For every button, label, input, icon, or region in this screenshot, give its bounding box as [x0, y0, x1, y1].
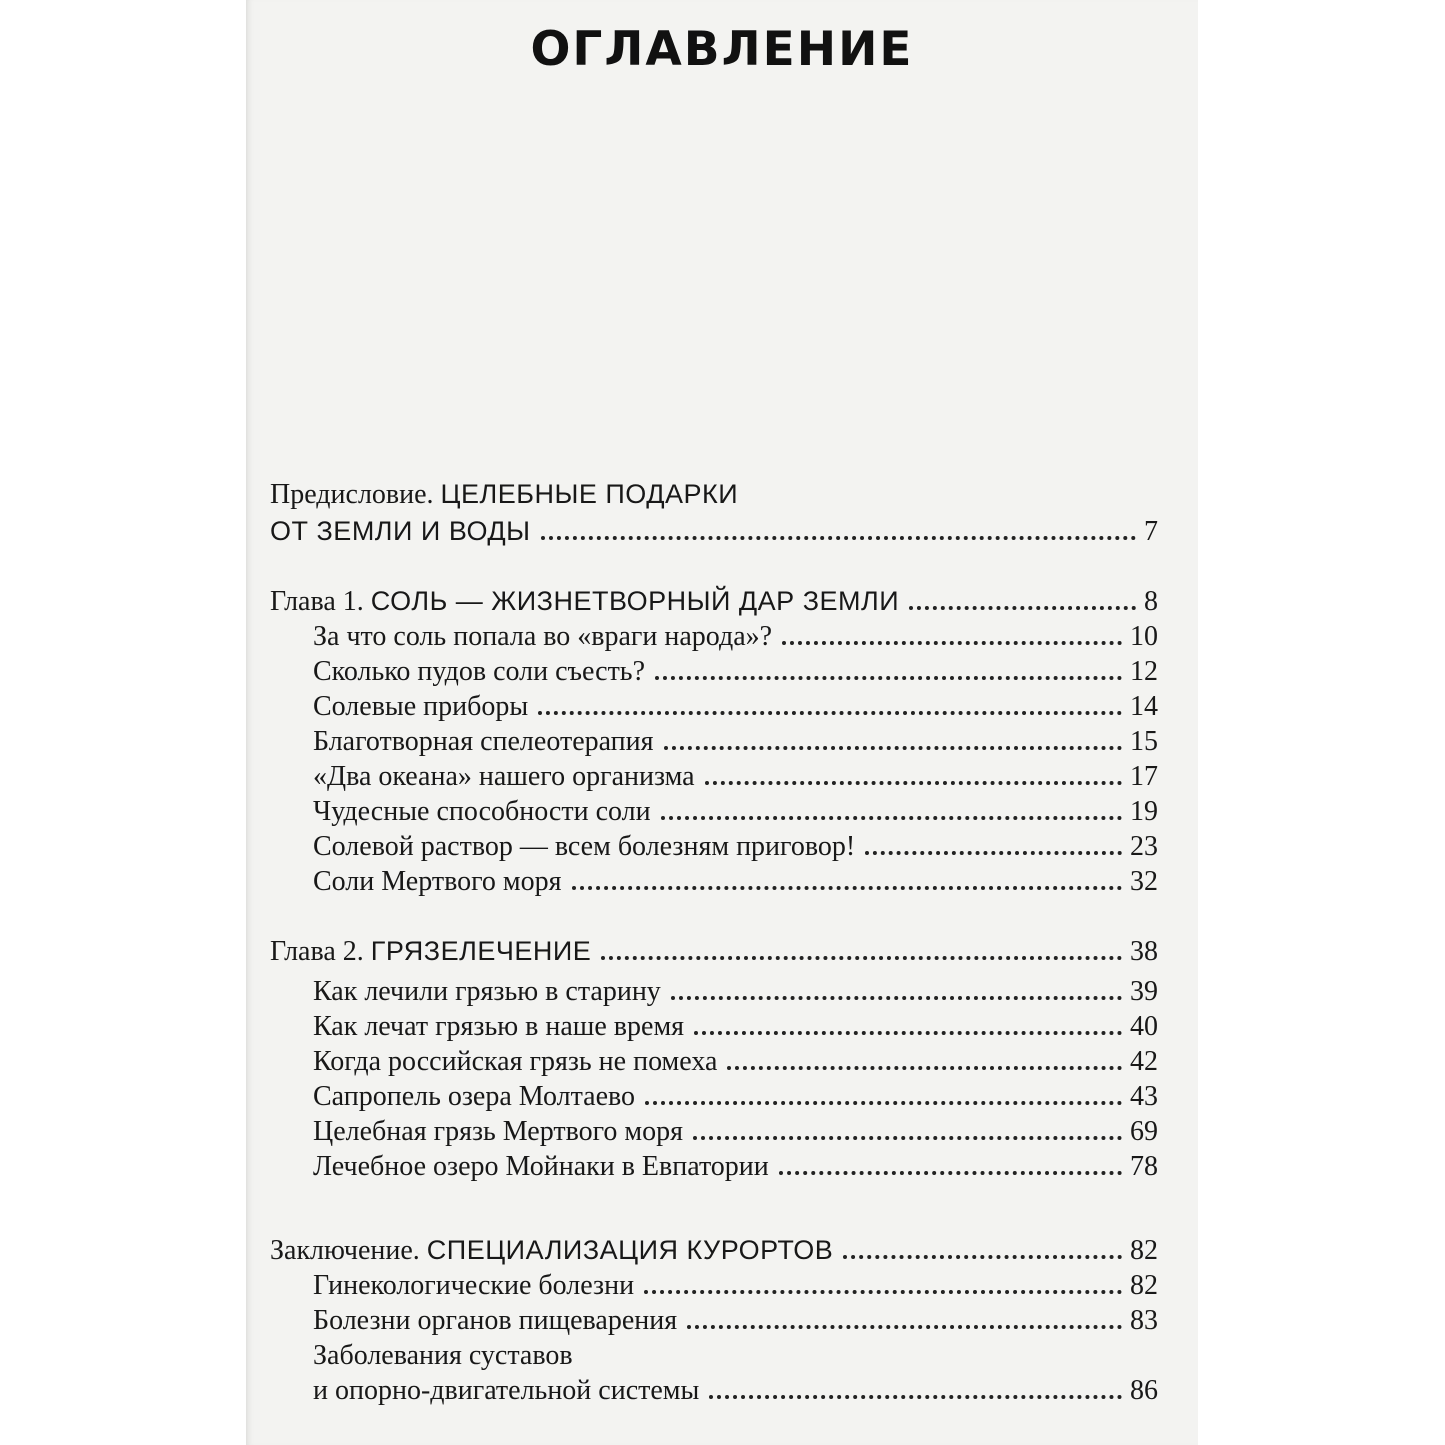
entry-title: Как лечат грязью в наше время [313, 1011, 685, 1042]
toc-entry-chapter1[interactable] [270, 580, 1158, 616]
page-number: 12 [1130, 656, 1158, 687]
toc-entry[interactable] [313, 1075, 1158, 1111]
entry-title: Солевой раствор — всем болезням приговор! [313, 831, 856, 862]
page-number: 17 [1130, 761, 1158, 792]
dot-leader [843, 1255, 1122, 1259]
toc-entry[interactable] [313, 1005, 1158, 1041]
page-number: 7 [1144, 516, 1158, 547]
dot-leader [645, 1101, 1122, 1105]
page-number: 86 [1130, 1375, 1158, 1406]
dot-leader [572, 886, 1123, 890]
entry-title: «Два океана» нашего организма [313, 761, 695, 792]
dot-leader [779, 1171, 1122, 1175]
dot-leader [782, 641, 1122, 645]
toc-entry[interactable] [313, 1110, 1158, 1146]
toc-entry[interactable] [313, 615, 1158, 651]
dot-leader [709, 1395, 1122, 1399]
chapter1-title: СОЛЬ — ЖИЗНЕТВОРНЫЙ ДАР ЗЕМЛИ [370, 586, 900, 616]
dot-leader [661, 816, 1122, 820]
entry-title: Благотворная спелеотерапия [313, 726, 654, 757]
toc-entry[interactable] [313, 860, 1158, 896]
toc-entry[interactable] [313, 1145, 1158, 1181]
dot-leader [644, 1290, 1122, 1294]
chapter2-prefix: Глава 2. [270, 936, 364, 967]
preface-title-line2: ОТ ЗЕМЛИ И ВОДЫ [270, 516, 531, 546]
dot-leader [687, 1325, 1122, 1329]
dot-leader [671, 996, 1122, 1000]
entry-title: Солевые приборы [313, 691, 529, 722]
toc-entry[interactable] [313, 1264, 1158, 1300]
page-number: 43 [1130, 1081, 1158, 1112]
conclusion-title: СПЕЦИАЛИЗАЦИЯ КУРОРТОВ [426, 1235, 834, 1265]
page-number: 14 [1130, 691, 1158, 722]
page-number: 78 [1130, 1151, 1158, 1182]
chapter1-prefix: Глава 1. [270, 586, 364, 617]
page-number: 42 [1130, 1046, 1158, 1077]
entry-title: Сколько пудов соли съесть? [313, 656, 646, 687]
preface-heading-line [270, 479, 738, 511]
conclusion-last-item-line1: Заболевания суставов [313, 1340, 573, 1371]
entry-title: Соли Мертвого моря [313, 866, 562, 897]
dot-leader [865, 851, 1122, 855]
preface-title-line1: ЦЕЛЕБНЫЕ ПОДАРКИ [440, 479, 739, 509]
entry-title: За что соль попала во «враги народа»? [313, 621, 773, 652]
page-number: 15 [1130, 726, 1158, 757]
toc-entry[interactable] [313, 1299, 1158, 1335]
toc-entry[interactable] [313, 825, 1158, 861]
dot-leader [727, 1066, 1122, 1070]
toc-entry[interactable] [313, 650, 1158, 686]
chapter2-title: ГРЯЗЕЛЕЧЕНИЕ [370, 936, 592, 966]
toc-entry-conclusion[interactable] [270, 1229, 1158, 1265]
entry-title: Лечебное озеро Мойнаки в Евпатории [313, 1151, 769, 1182]
entry-title: Как лечили грязью в старину [313, 976, 661, 1007]
toc-heading: ОГЛАВЛЕНИЕ [530, 22, 914, 77]
page-number: 32 [1130, 866, 1158, 897]
page-number: 39 [1130, 976, 1158, 1007]
entry-title: Гинекологические болезни [313, 1270, 635, 1301]
page-number: 8 [1144, 586, 1158, 617]
toc-entry[interactable] [313, 685, 1158, 721]
toc-entry[interactable] [313, 720, 1158, 756]
toc-entry[interactable] [313, 790, 1158, 826]
dot-leader [538, 711, 1122, 715]
entry-title: Чудесные способности соли [313, 796, 651, 827]
entry-title: и опорно-двигательной системы [313, 1375, 700, 1406]
toc-entry-chapter2[interactable] [270, 930, 1158, 966]
page-number: 82 [1130, 1235, 1158, 1266]
dot-leader [693, 1136, 1122, 1140]
dot-leader [541, 536, 1136, 540]
toc-entry[interactable] [313, 970, 1158, 1006]
entry-title: Болезни органов пищеварения [313, 1305, 678, 1336]
page-number: 19 [1130, 796, 1158, 827]
dot-leader [601, 956, 1122, 960]
conclusion-prefix: Заключение. [270, 1235, 420, 1266]
entry-title: Сапропель озера Молтаево [313, 1081, 636, 1112]
dot-leader [664, 746, 1122, 750]
page-number: 82 [1130, 1270, 1158, 1301]
entry-title: Когда российская грязь не помеха [313, 1046, 718, 1077]
entry-title: Целебная грязь Мертвого моря [313, 1116, 684, 1147]
dot-leader [655, 676, 1122, 680]
dot-leader [694, 1031, 1122, 1035]
preface-prefix: Предисловие. [270, 479, 434, 510]
page-number: 40 [1130, 1011, 1158, 1042]
dot-leader [909, 606, 1136, 610]
page-number: 38 [1130, 936, 1158, 967]
page-number: 23 [1130, 831, 1158, 862]
toc-entry[interactable] [313, 1369, 1158, 1405]
page-number: 83 [1130, 1305, 1158, 1336]
page-number: 10 [1130, 621, 1158, 652]
toc-entry[interactable] [313, 1040, 1158, 1076]
toc-entry[interactable] [313, 755, 1158, 791]
toc-entry-preface[interactable] [270, 510, 1158, 546]
page-number: 69 [1130, 1116, 1158, 1147]
dot-leader [705, 781, 1122, 785]
